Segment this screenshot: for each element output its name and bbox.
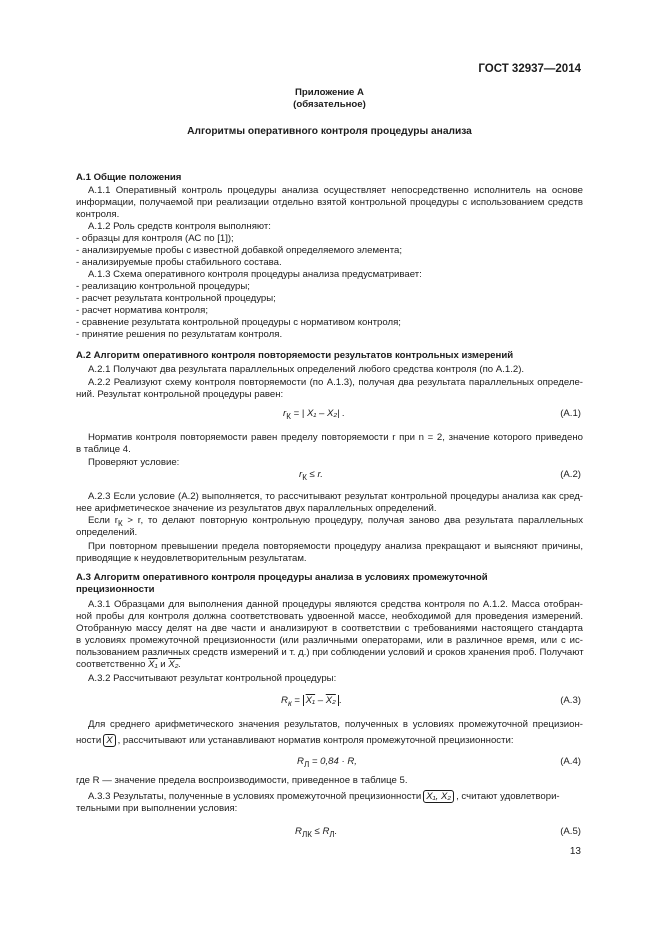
paragraph: А.2.1 Получают два результата параллельных определений любого средства контроля (по А.1.2). bbox=[88, 364, 525, 375]
paragraph: А.2.2 Реализуют схему контроля повторяемости (по А.1.3), получая два результата параллельных определе- bbox=[88, 377, 583, 388]
paragraph: определений. bbox=[76, 527, 138, 538]
paragraph: А.3.2 Рассчитывают результат контрольной процедуры: bbox=[88, 673, 337, 684]
paragraph: пользованием различных средств измерений и т. д.) при соблюдении условий и сроков хранения проб. Получают bbox=[76, 647, 584, 658]
paragraph: ний. Результат контрольной процедуры равен: bbox=[76, 389, 284, 400]
paragraph: А.1.2 Роль средств контроля выполняют: bbox=[88, 221, 271, 232]
paragraph: При повторном превышении предела повторяемости процедуру анализа прекращают и выясняют причины, bbox=[88, 541, 583, 552]
standard-number: ГОСТ 32937—2014 bbox=[478, 63, 581, 75]
paragraph: нее арифметическое значение из результатов двух параллельных определений. bbox=[76, 503, 437, 514]
section-a1-title: А.1 Общие положения bbox=[76, 172, 182, 183]
paragraph: Норматив контроля повторяемости равен пределу повторяемости r при n = 2, значение которого приведено bbox=[88, 432, 583, 443]
section-a2-title: А.2 Алгоритм оперативного контроля повторяемости результатов контрольных измерений bbox=[76, 350, 514, 361]
paragraph: ной пробы для контроля должна соответствовать удвоенной массе, необходимой для проведения измерений. bbox=[76, 611, 583, 622]
paragraph: соответственно X₁ и X₂. bbox=[76, 659, 182, 670]
paragraph: в таблице 4. bbox=[76, 444, 131, 455]
list-item: - сравнение результата контрольной процедуры с нормативом контроля; bbox=[76, 317, 401, 328]
paragraph: где R — значение предела воспроизводимости, приведенное в таблице 5. bbox=[76, 775, 408, 786]
paragraph: Отобранную массу делят на две части и анализируют в соответствии с требованиями настоящего стандарта bbox=[76, 623, 583, 634]
equation-a5: $R_{ЛК} \le R_Л$. bbox=[295, 826, 338, 839]
list-item: - анализируемые пробы стабильного состава. bbox=[76, 257, 282, 268]
paragraph: ности $\overline{X}$ , рассчитывают или устанавливают норматив контроля промежуточной прецизионности: bbox=[76, 735, 514, 746]
list-item: - расчет результата контрольной процедуры; bbox=[76, 293, 276, 304]
appendix-status: (обязательное) bbox=[293, 99, 366, 110]
appendix-heading: Алгоритмы оперативного контроля процедуры анализа bbox=[187, 126, 472, 137]
appendix-title: Приложение А bbox=[295, 87, 364, 98]
list-item: - принятие решения по результатам контроля. bbox=[76, 329, 283, 340]
equation-number-a1: (А.1) bbox=[560, 408, 581, 419]
list-item: - расчет норматива контроля; bbox=[76, 305, 208, 316]
paragraph: в условиях промежуточной прецизионности (или различными операторами, или в различное время, или с ис- bbox=[76, 635, 583, 646]
paragraph: приводящие к неудовлетворительным результатам. bbox=[76, 553, 307, 564]
list-item: - образцы для контроля (АС по [1]); bbox=[76, 233, 234, 244]
equation-number-a5: (А.5) bbox=[560, 826, 581, 837]
list-item: - реализацию контрольной процедуры; bbox=[76, 281, 250, 292]
equation-a4: $R_Л = 0,84 \cdot R$, bbox=[297, 756, 357, 769]
paragraph: А.1.1 Оперативный контроль процедуры анализа осуществляет непосредственно исполнитель на основе bbox=[88, 185, 583, 196]
paragraph: Если $r_К > r$, то делают повторную контрольную процедуру, получая заново два результата параллельных bbox=[88, 515, 584, 528]
paragraph: А.3.3 Результаты, полученные в условиях промежуточной прецизионности X₁, X₂ , считают удовлетвори- bbox=[88, 791, 560, 802]
equation-number-a3: (А.3) bbox=[560, 695, 581, 706]
equation-number-a2: (А.2) bbox=[560, 469, 581, 480]
paragraph: А.3.1 Образцами для выполнения данной процедуры являются средства контроля по А.1.2. Масса отобран- bbox=[88, 599, 583, 610]
list-item: - анализируемые пробы с известной добавкой определяемого элемента; bbox=[76, 245, 402, 256]
equation-a1: $r_К$ = | X₁ – X₂| . bbox=[283, 408, 345, 421]
paragraph: А.2.3 Если условие (А.2) выполняется, то рассчитывают результат контрольной процедуры анализа как сред- bbox=[88, 491, 583, 502]
page-number: 13 bbox=[569, 846, 581, 857]
section-a3-title: А.3 Алгоритм оперативного контроля процедуры анализа в условиях промежуточной bbox=[76, 572, 488, 583]
equation-number-a4: (А.4) bbox=[560, 756, 581, 767]
paragraph: Для среднего арифметического значения результатов, полученных в условиях промежуточной прецизион- bbox=[88, 719, 583, 730]
equation-a3: $R_к = X_1 - X_2$ . bbox=[281, 695, 342, 708]
paragraph: контроля. bbox=[76, 209, 120, 220]
paragraph: информации, получаемой при реализации отдельно взятой контрольной процедуры с использованием средств bbox=[76, 197, 583, 208]
paragraph: А.1.3 Схема оперативного контроля процедуры анализа предусматривает: bbox=[88, 269, 422, 280]
section-a3-title-cont: прецизионности bbox=[76, 584, 155, 595]
paragraph: тельными при выполнении условия: bbox=[76, 803, 238, 814]
paragraph: Проверяют условие: bbox=[88, 457, 180, 468]
equation-a2: $r_К \le r$. bbox=[299, 469, 323, 482]
